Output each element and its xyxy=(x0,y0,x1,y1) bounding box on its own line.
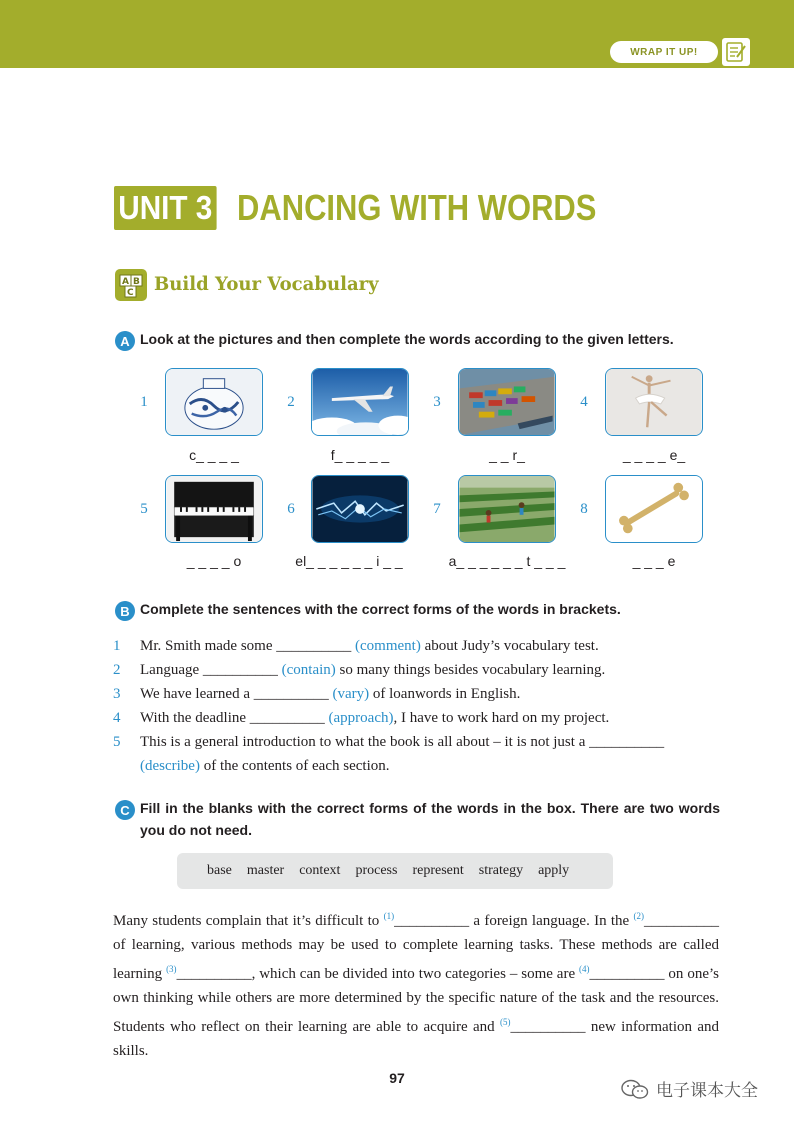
section-a-badge: A xyxy=(115,331,135,351)
picture-number: 3 xyxy=(433,394,441,410)
picture-number: 7 xyxy=(433,501,441,517)
word-box-item: master xyxy=(246,863,285,878)
word-hint: (approach) xyxy=(324,710,394,726)
blank-number: (3) xyxy=(166,964,177,974)
item-number: 1 xyxy=(113,638,121,654)
porcelain-vase-picture xyxy=(165,368,263,436)
section-heading: Build Your Vocabulary xyxy=(154,273,379,295)
sentence-start: We have learned a xyxy=(140,686,254,702)
item-number: 3 xyxy=(113,686,121,702)
picture-word: c_ _ _ _ xyxy=(189,447,239,463)
word-box xyxy=(177,853,613,889)
answer-blank: __________ xyxy=(249,710,325,726)
word-hint: (comment) xyxy=(351,638,421,654)
wrap-it-up-badge: WRAP IT UP! xyxy=(610,41,718,63)
exercise-b-item xyxy=(113,730,664,754)
word-hint: (contain) xyxy=(277,662,336,678)
brand-watermark xyxy=(620,1076,758,1101)
blank-number: (2) xyxy=(633,911,645,921)
sentence-start: Language xyxy=(140,662,203,678)
exercise-b-item xyxy=(113,634,599,658)
sentence-start: This is a general introduction to what the book is all about – it is not just a xyxy=(140,734,590,750)
sentence-end: about Judy’s vocabulary test. xyxy=(420,638,599,654)
section-a-instruction: Look at the pictures and then complete the words according to the given letters. xyxy=(140,331,674,347)
exercise-b-item-continued xyxy=(140,754,389,778)
svg-text:B: B xyxy=(133,277,140,287)
cloze-paragraph xyxy=(113,904,719,1063)
item-number: 2 xyxy=(113,662,121,678)
answer-blank: __________ xyxy=(202,662,278,678)
picture-word: _ _ _ _ e_ xyxy=(622,447,686,463)
section-b-badge: B xyxy=(115,601,135,621)
paragraph-text: __________ a foreign language. In the xyxy=(394,913,634,929)
unit-label: UNIT 3 xyxy=(114,186,217,230)
electricity-picture xyxy=(311,475,409,543)
item-number: 4 xyxy=(113,710,121,726)
section-c-instruction: Fill in the blanks with the correct forms of the words in the box. There are two words you do not need. xyxy=(140,800,720,838)
paragraph-text: __________ new information and skills. xyxy=(113,1019,720,1059)
answer-blank: __________ xyxy=(276,638,352,654)
piano-picture xyxy=(165,475,263,543)
picture-number: 5 xyxy=(140,501,148,517)
word-hint: (describe) xyxy=(140,758,200,774)
vocabulary-blocks-icon xyxy=(114,268,148,302)
picture-word: _ _ _ _ o xyxy=(186,553,242,569)
exercise-b-item xyxy=(113,658,605,682)
airplane-picture xyxy=(311,368,409,436)
word-box-item: apply xyxy=(538,863,570,878)
picture-number: 1 xyxy=(140,394,148,410)
paragraph-text: __________, which can be divided into two categories – some are xyxy=(176,966,580,982)
picture-number: 6 xyxy=(287,501,295,517)
blank-number: (4) xyxy=(579,964,590,974)
bone-picture xyxy=(605,475,703,543)
wechat-icon xyxy=(620,1078,650,1100)
port-picture xyxy=(458,368,556,436)
blank-number: (1) xyxy=(383,911,395,921)
word-box-item: context xyxy=(299,863,341,878)
picture-word: el_ _ _ _ _ _ i _ _ xyxy=(295,553,403,569)
picture-word: a_ _ _ _ _ _ t _ _ _ xyxy=(448,553,566,569)
word-box-item: strategy xyxy=(478,863,524,878)
paragraph-text: __________ on one’s own thinking while others are more determined by the specific nature of the task and the resources. Students who reflect on their learning are able to acquire and xyxy=(113,966,719,1035)
word-hint: (vary) xyxy=(328,686,370,702)
word-box-item: base xyxy=(207,863,232,878)
farm-field-picture xyxy=(458,475,556,543)
sentence-end: , I have to work hard on my project. xyxy=(393,710,610,726)
sentence-start: Mr. Smith made some xyxy=(140,638,277,654)
picture-word: _ _ r_ xyxy=(489,447,525,463)
exercise-b-item xyxy=(113,682,520,706)
word-box-item: represent xyxy=(412,863,464,878)
answer-blank: __________ xyxy=(589,734,665,750)
section-b-instruction: Complete the sentences with the correct forms of the words in brackets. xyxy=(140,601,621,617)
svg-text:C: C xyxy=(127,288,134,298)
sentence-start: With the deadline xyxy=(140,710,250,726)
paragraph-text: Many students complain that it’s difficult to xyxy=(113,913,384,929)
ballet-dancer-picture xyxy=(605,368,703,436)
page-number: 97 xyxy=(389,1070,405,1086)
svg-text:A: A xyxy=(122,277,129,287)
picture-word: f_ _ _ _ _ xyxy=(330,447,390,463)
notebook-check-icon xyxy=(722,38,750,66)
sentence-end: of the contents of each section. xyxy=(199,758,390,774)
picture-number: 4 xyxy=(580,394,588,410)
exercise-b-item xyxy=(113,706,609,730)
brand-text: 电子课本大全 xyxy=(656,1081,758,1101)
blank-number: (5) xyxy=(500,1017,511,1027)
picture-number: 2 xyxy=(287,394,295,410)
answer-blank: __________ xyxy=(253,686,329,702)
paragraph-text: __________ of learning, various methods may be used to complete learning tasks. These methods are called learning xyxy=(113,913,720,982)
word-box-item: process xyxy=(355,863,398,878)
picture-number: 8 xyxy=(580,501,588,517)
item-number: 5 xyxy=(113,734,121,750)
unit-title: DANCING WITH WORDS xyxy=(237,187,597,228)
sentence-end: so many things besides vocabulary learning. xyxy=(335,662,606,678)
section-c-badge: C xyxy=(115,800,135,820)
sentence-end: of loanwords in English. xyxy=(369,686,521,702)
picture-word: _ _ _ e xyxy=(632,553,676,569)
